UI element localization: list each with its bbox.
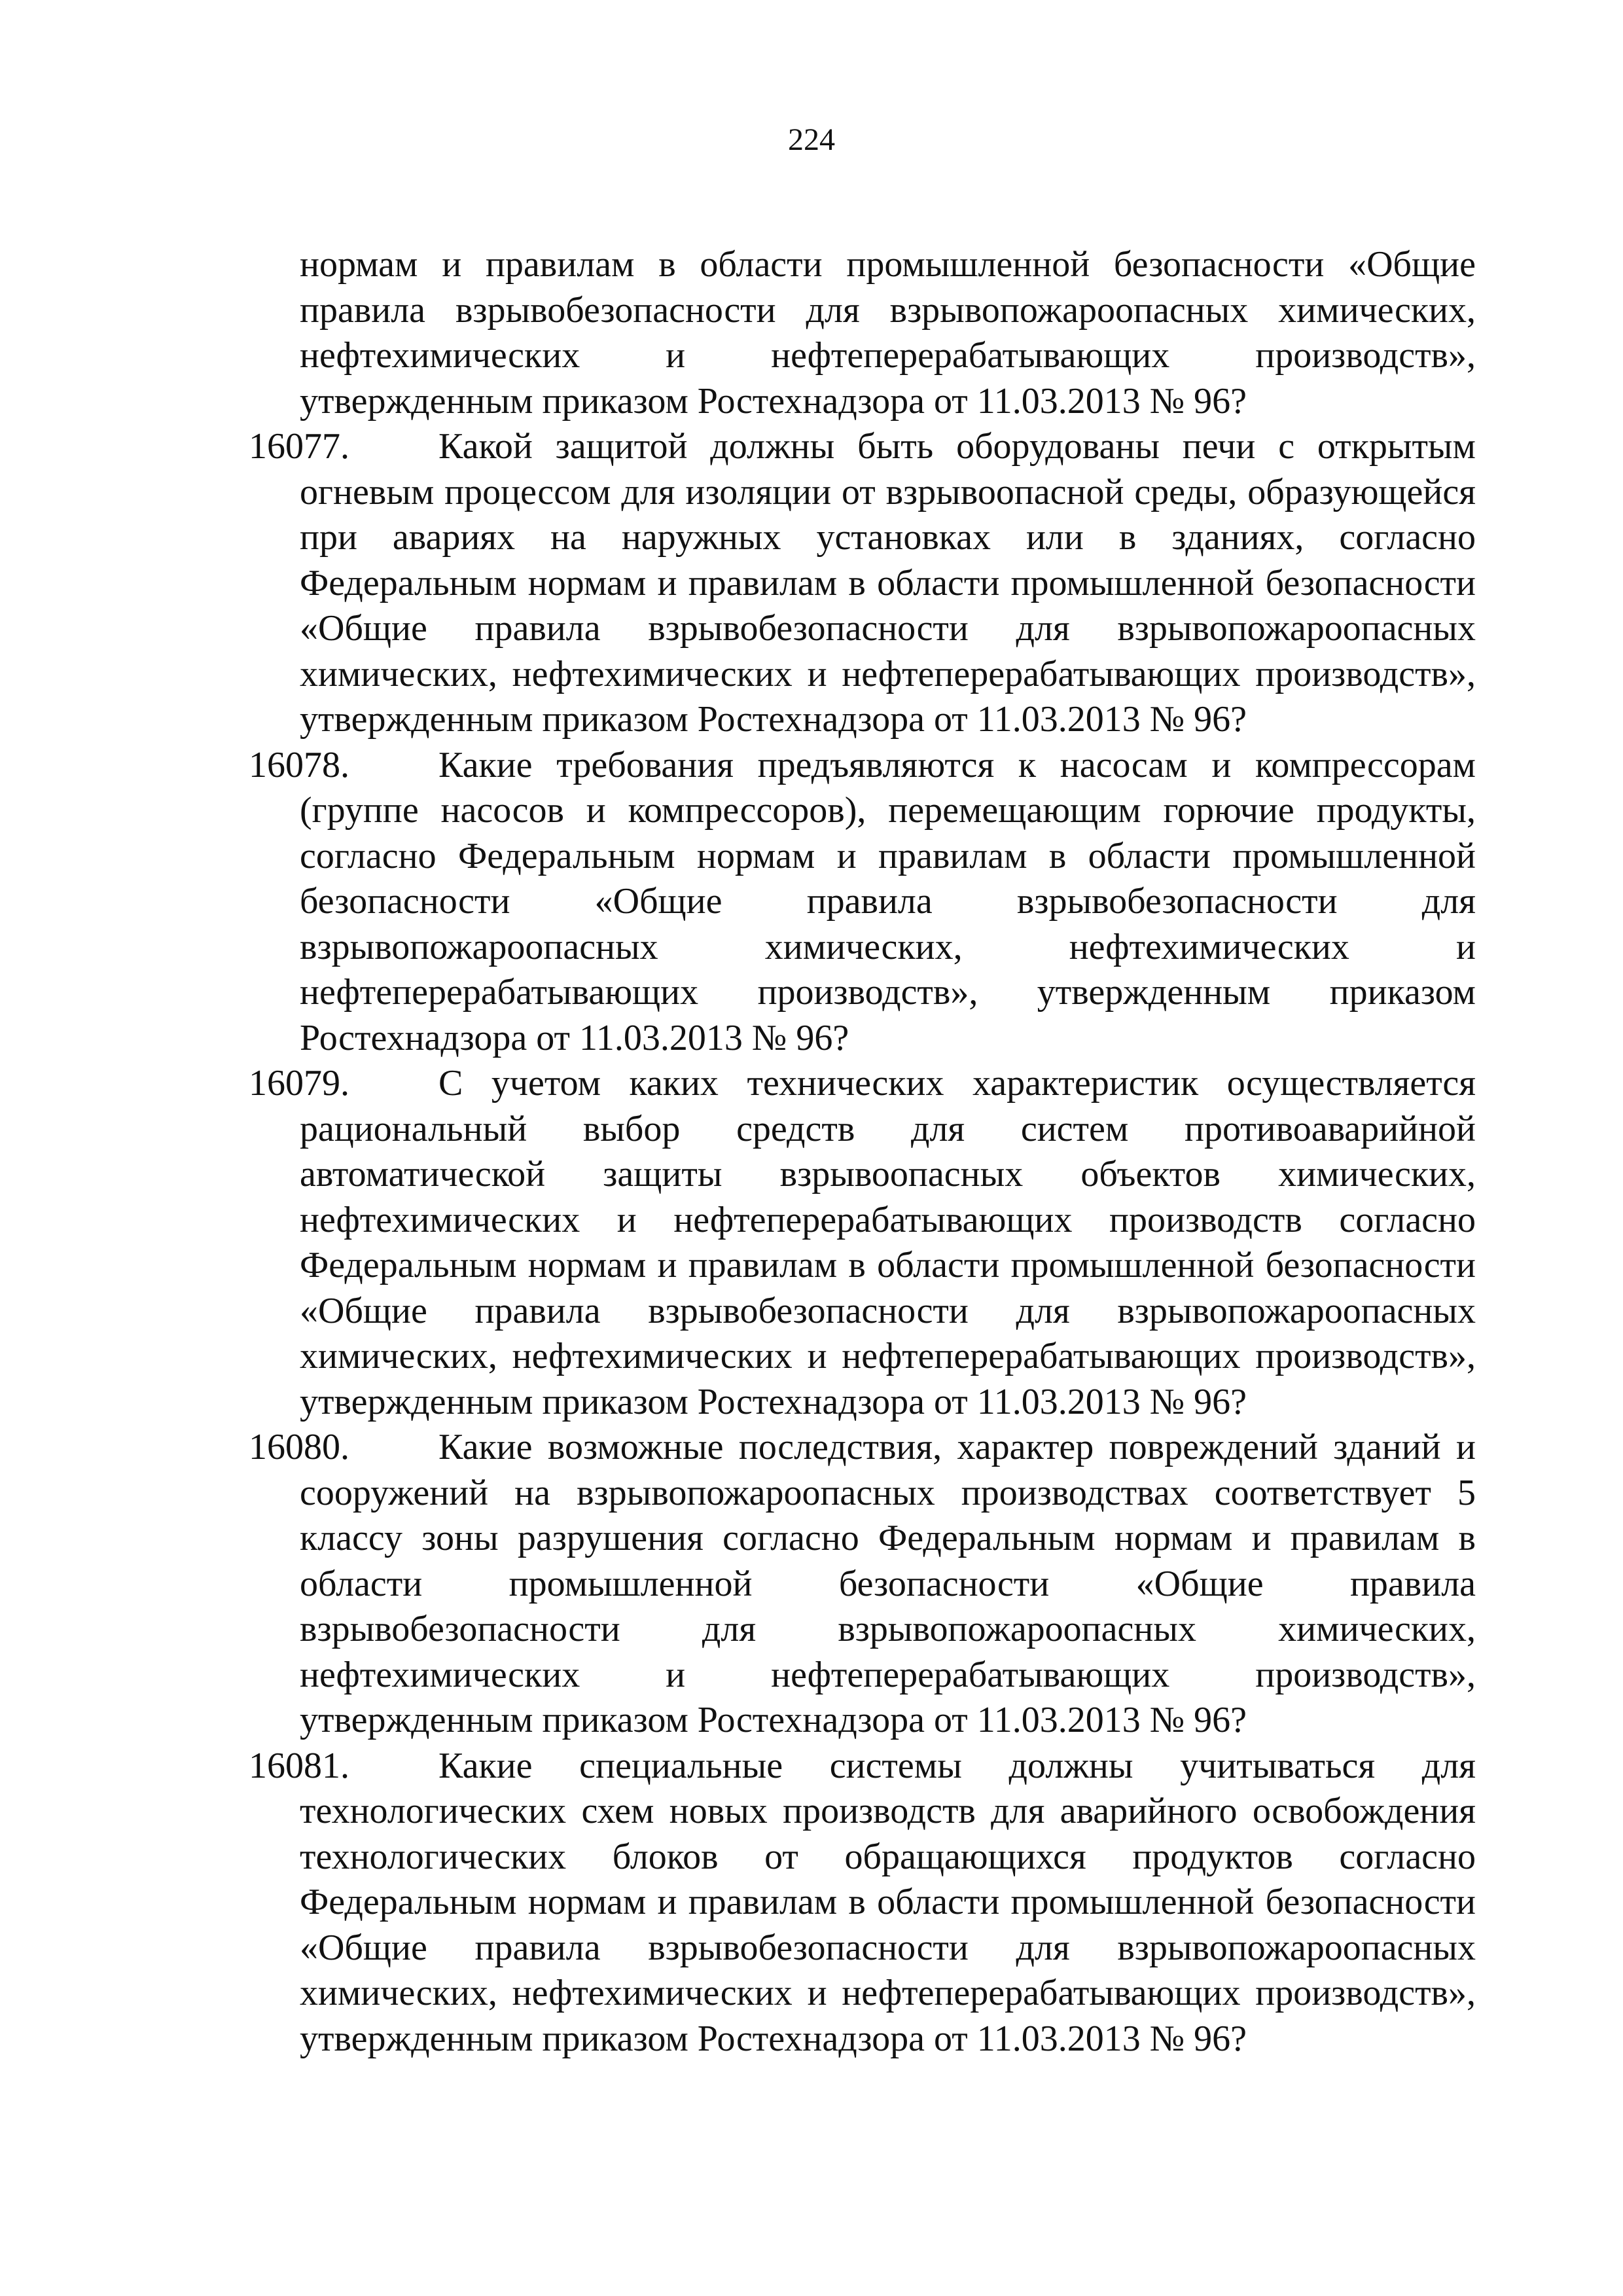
question-text: Какой защитой должны быть оборудованы печи с открытым огневым процессом для изоляции от взрывоопасной среды, образующейся при авариях на наружных установках или в зданиях, согласно Федеральным нормам и правилам в области промышленной безопасности «Общие правила взрывобезопасности для взрывопожароопасных химических, нефтехимических и нефтеперерабатывающих производств», утвержденным приказом Ростехнадзора от 11.03.2013 № 96? (300, 426, 1476, 740)
question-number: 16079. (249, 1063, 349, 1103)
question-text: Какие требования предъявляются к насосам и компрессорам (группе насосов и компрессоров), перемещающим горючие продукты, согласно Федеральным нормам и правилам в области промышленной безопасности «Общие правила взрывобезопасности для взрывопожароопасных химических, нефтехимических и нефтеперерабатывающих производств», утвержденным приказом Ростехнадзора от 11.03.2013 № 96? (300, 744, 1476, 1058)
question-item-16078 (249, 743, 1476, 1062)
question-text: Какие возможные последствия, характер повреждений зданий и сооружений на взрывопожароопасных производствах соответствует 5 классу зоны разрушения согласно Федеральным нормам и правилам в области промышленной безопасности «Общие правила взрывобезопасности для взрывопожароопасных химических, нефтехимических и нефтеперерабатывающих производств», утвержденным приказом Ростехнадзора от 11.03.2013 № 96? (300, 1427, 1476, 1740)
question-text: Какие специальные системы должны учитываться для технологических схем новых производств для аварийного освобождения технологических блоков от обращающихся продуктов согласно Федеральным нормам и правилам в области промышленной безопасности «Общие правила взрывобезопасности для взрывопожароопасных химических, нефтехимических и нефтеперерабатывающих производств», утвержденным приказом Ростехнадзора от 11.03.2013 № 96? (300, 1745, 1476, 2059)
document-body (249, 242, 1476, 2062)
continuation-paragraph: нормам и правилам в области промышленной безопасности «Общие правила взрывобезопасности для взрывопожароопасных химических, нефтехимических и нефтеперерабатывающих производств», утвержденным приказом Ростехнадзора от 11.03.2013 № 96? (300, 244, 1476, 422)
page-number: 224 (788, 122, 835, 157)
question-number: 16078. (249, 744, 349, 785)
question-item-16080 (249, 1425, 1476, 1744)
question-text: С учетом каких технических характеристик осуществляется рациональный выбор средств для систем противоаварийной автоматической защиты взрывоопасных объектов химических, нефтехимических и нефтеперерабатывающих производств согласно Федеральным нормам и правилам в области промышленной безопасности «Общие правила взрывобезопасности для взрывопожароопасных химических, нефтехимических и нефтеперерабатывающих производств», утвержденным приказом Ростехнадзора от 11.03.2013 № 96? (300, 1063, 1476, 1422)
question-number: 16077. (249, 426, 349, 467)
question-item-16081 (249, 1744, 1476, 2062)
question-number: 16081. (249, 1745, 349, 1786)
question-item-16077 (249, 424, 1476, 743)
question-item-16079 (249, 1061, 1476, 1425)
question-number: 16080. (249, 1427, 349, 1467)
